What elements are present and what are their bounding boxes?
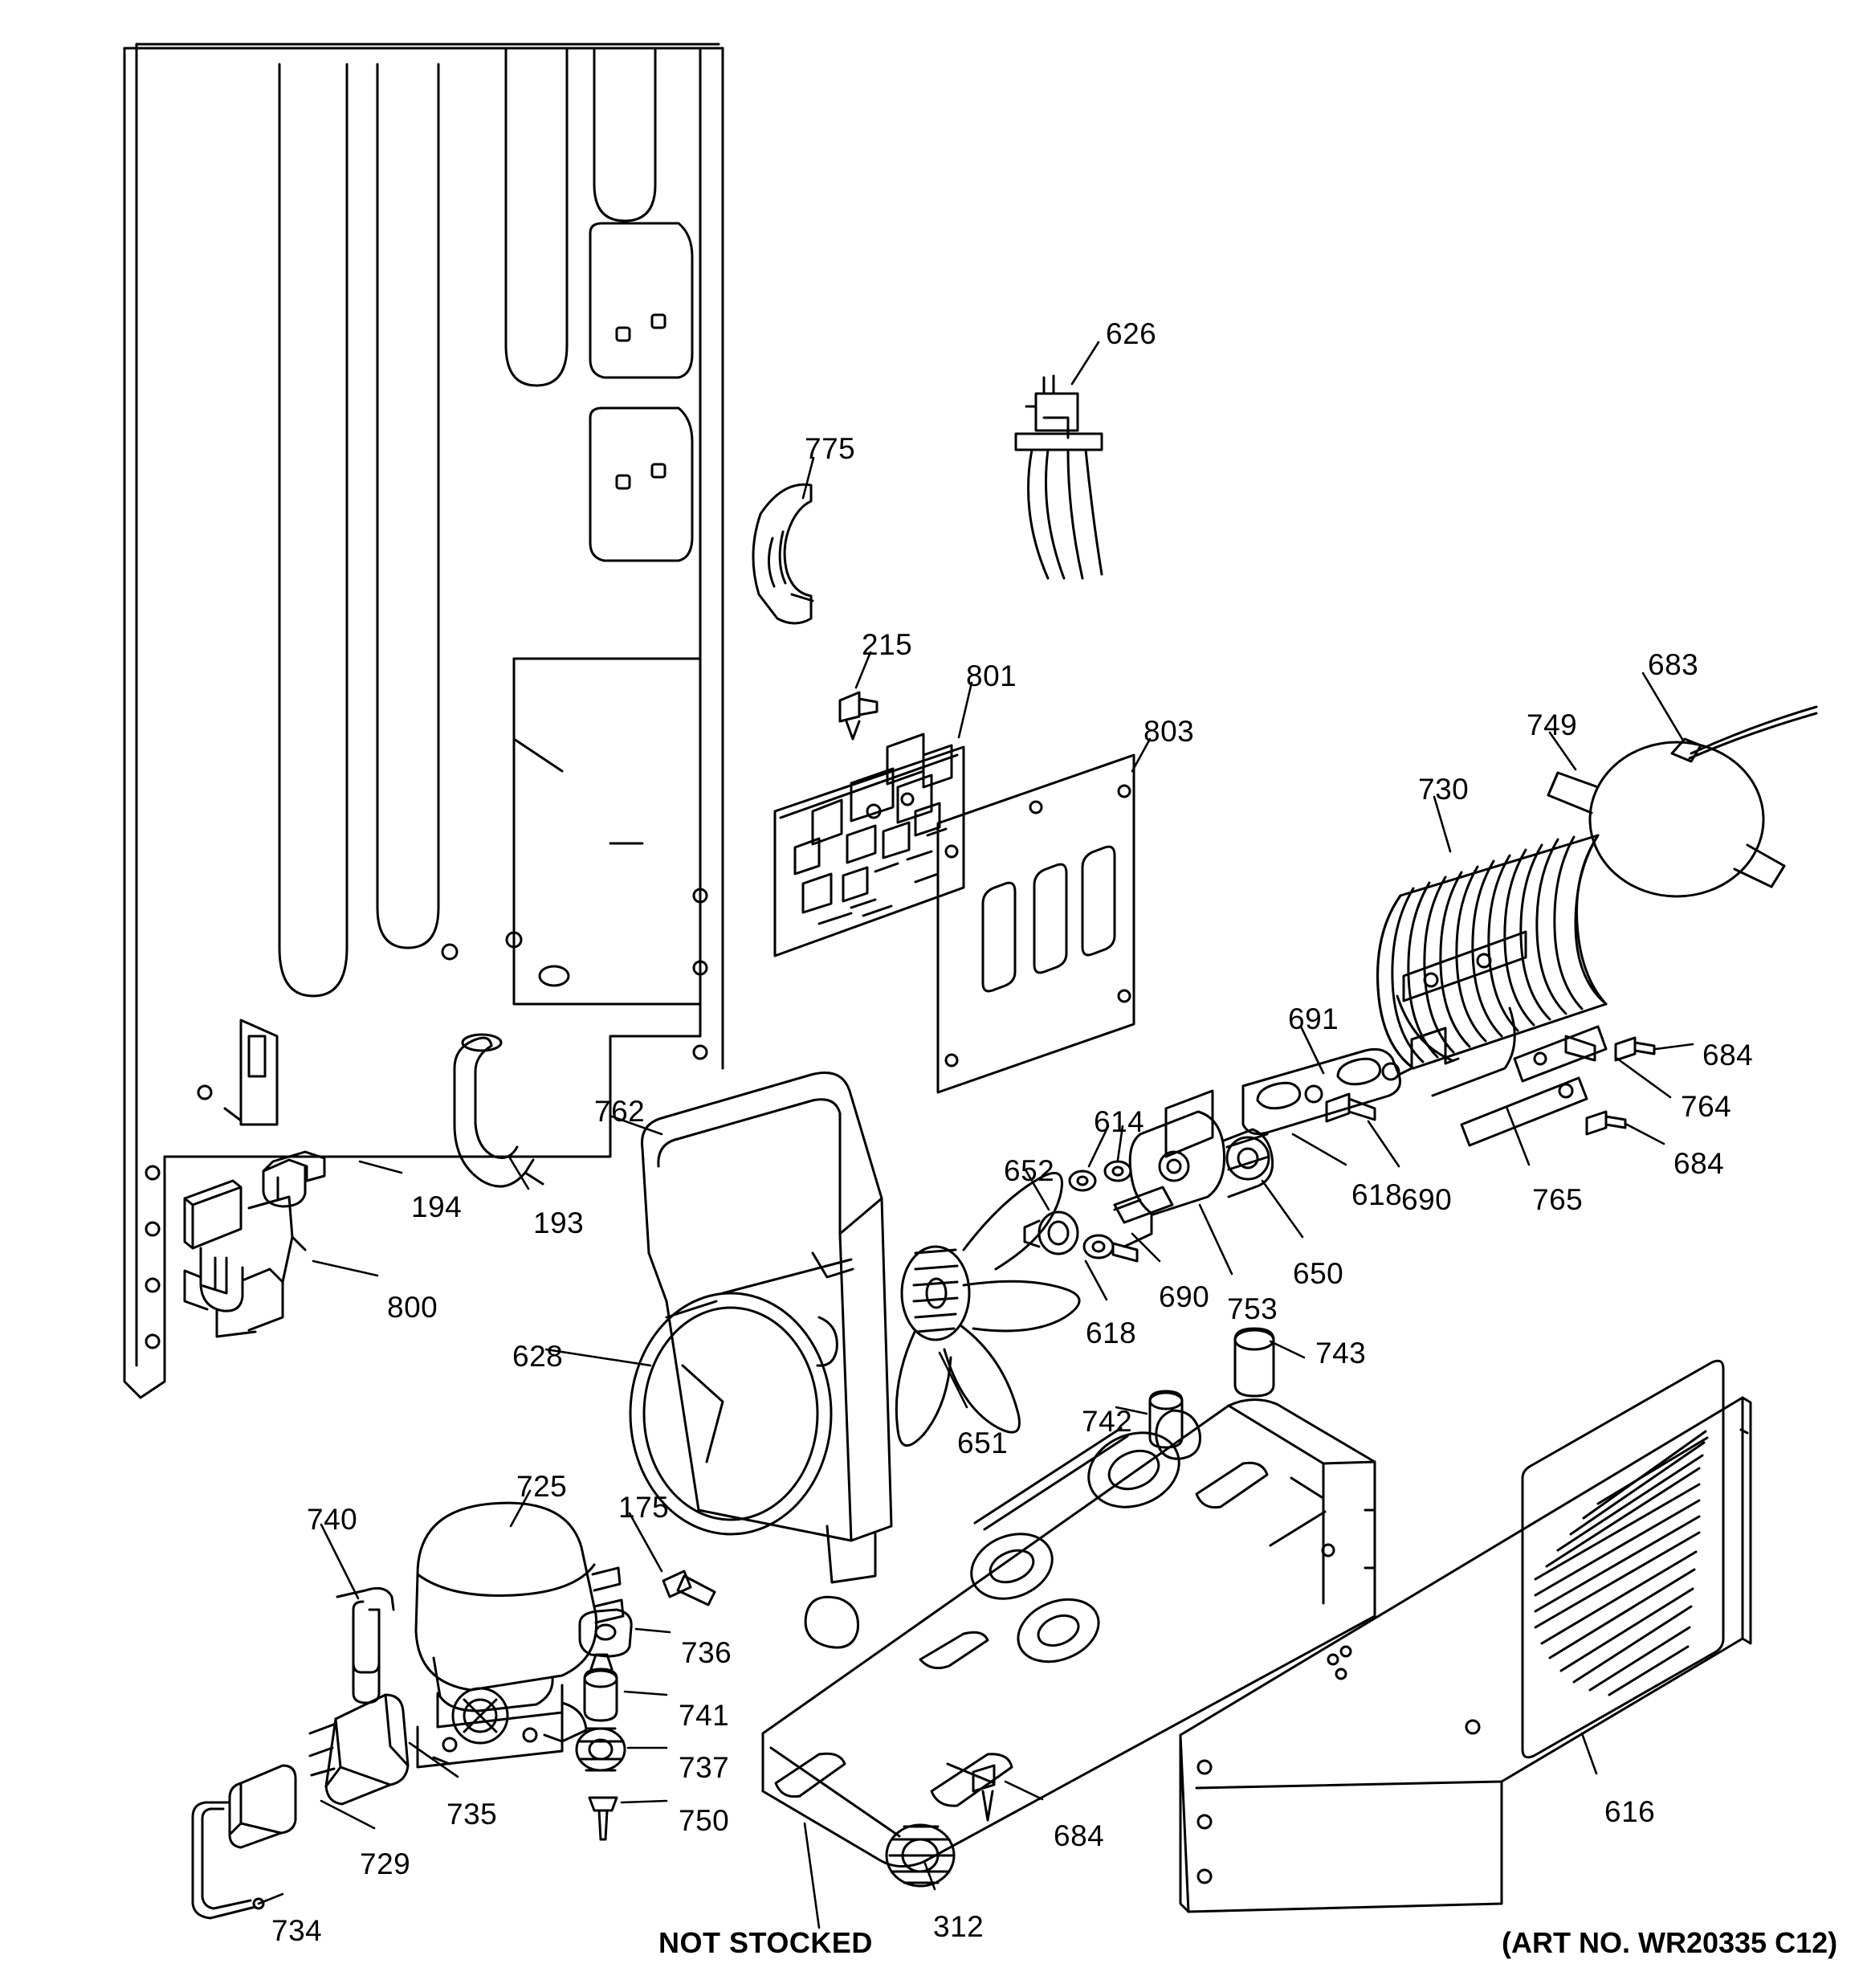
part-215-plug [840, 692, 877, 739]
callout-753[interactable]: 753 [1227, 1292, 1278, 1325]
callout-618-upper[interactable]: 618 [1351, 1178, 1403, 1211]
callout-736[interactable]: 736 [681, 1636, 732, 1669]
callout-691[interactable]: 691 [1288, 1002, 1339, 1035]
callout-628[interactable]: 628 [512, 1340, 564, 1373]
callout-690-upper[interactable]: 690 [1401, 1183, 1453, 1216]
part-734-clip [193, 1802, 263, 1918]
part-193-drain-tube [455, 1035, 543, 1186]
part-737-grommet [577, 1729, 625, 1770]
callout-626[interactable]: 626 [1106, 317, 1157, 350]
callout-765[interactable]: 765 [1532, 1183, 1584, 1216]
part-800-water-valve [185, 1181, 305, 1337]
part-683-sensor [1672, 707, 1816, 761]
callout-652[interactable]: 652 [1004, 1154, 1055, 1187]
callout-651[interactable]: 651 [957, 1427, 1009, 1459]
callout-737[interactable]: 737 [679, 1751, 730, 1784]
part-175-screw [663, 1571, 715, 1605]
callout-193[interactable]: 193 [533, 1206, 585, 1239]
part-651-fan-blade [896, 1173, 1079, 1445]
callout-743[interactable]: 743 [1315, 1337, 1367, 1370]
callout-684-upper[interactable]: 684 [1702, 1039, 1754, 1072]
callout-312[interactable]: 312 [933, 1910, 984, 1943]
callout-741[interactable]: 741 [679, 1699, 730, 1732]
callout-684-pan[interactable]: 684 [1054, 1819, 1105, 1852]
callout-764[interactable]: 764 [1681, 1090, 1732, 1123]
part-616-rear-panel [1180, 1361, 1751, 1912]
callout-775[interactable]: 775 [805, 432, 856, 465]
part-803-cover-plate [938, 755, 1134, 1092]
part-740-drier [337, 1588, 393, 1703]
callout-215[interactable]: 215 [862, 628, 913, 661]
callout-801[interactable]: 801 [966, 659, 1017, 692]
callout-730[interactable]: 730 [1418, 773, 1470, 806]
part-618-690-lower [1084, 1235, 1137, 1261]
callout-734[interactable]: 734 [271, 1914, 323, 1947]
callout-616[interactable]: 616 [1604, 1795, 1656, 1828]
machine-compartment-pan [763, 1399, 1375, 1866]
callout-750[interactable]: 750 [679, 1804, 730, 1837]
callout-175[interactable]: 175 [618, 1491, 670, 1524]
part-775-drain-pan [753, 484, 813, 623]
callout-729[interactable]: 729 [360, 1847, 411, 1880]
callout-740[interactable]: 740 [307, 1503, 358, 1536]
callout-683[interactable]: 683 [1648, 648, 1699, 681]
part-614-washers [1070, 1161, 1131, 1190]
callout-762[interactable]: 762 [594, 1095, 646, 1128]
callout-725[interactable]: 725 [516, 1470, 568, 1503]
part-750-screw [589, 1798, 617, 1839]
callout-742[interactable]: 742 [1082, 1405, 1133, 1438]
art-number-label: (ART NO. WR20335 C12) [1502, 1926, 1838, 1959]
callout-735[interactable]: 735 [446, 1798, 498, 1831]
part-749-shroud [1548, 742, 1784, 896]
part-312-caster [887, 1825, 954, 1886]
callout-614[interactable]: 614 [1094, 1105, 1145, 1138]
part-626-harness [1016, 376, 1102, 578]
part-801-control-board [775, 734, 964, 956]
part-729-cover [230, 1766, 296, 1847]
part-765-bracket [1461, 1078, 1587, 1145]
part-194-clip [263, 1152, 324, 1206]
not-stocked-note: NOT STOCKED [658, 1926, 873, 1959]
callout-194[interactable]: 194 [411, 1190, 463, 1223]
callout-749[interactable]: 749 [1527, 708, 1578, 741]
part-735-relay [310, 1695, 408, 1804]
callout-650[interactable]: 650 [1293, 1257, 1344, 1290]
callout-803[interactable]: 803 [1143, 715, 1195, 748]
part-743-grommet [1235, 1329, 1274, 1396]
callout-684-mid[interactable]: 684 [1673, 1147, 1725, 1180]
callout-618-lower[interactable]: 618 [1086, 1316, 1137, 1349]
part-764-bracket [1514, 1027, 1606, 1081]
callout-690-lower[interactable]: 690 [1159, 1280, 1210, 1313]
callout-800[interactable]: 800 [387, 1291, 438, 1324]
part-741-bushing [585, 1655, 617, 1721]
